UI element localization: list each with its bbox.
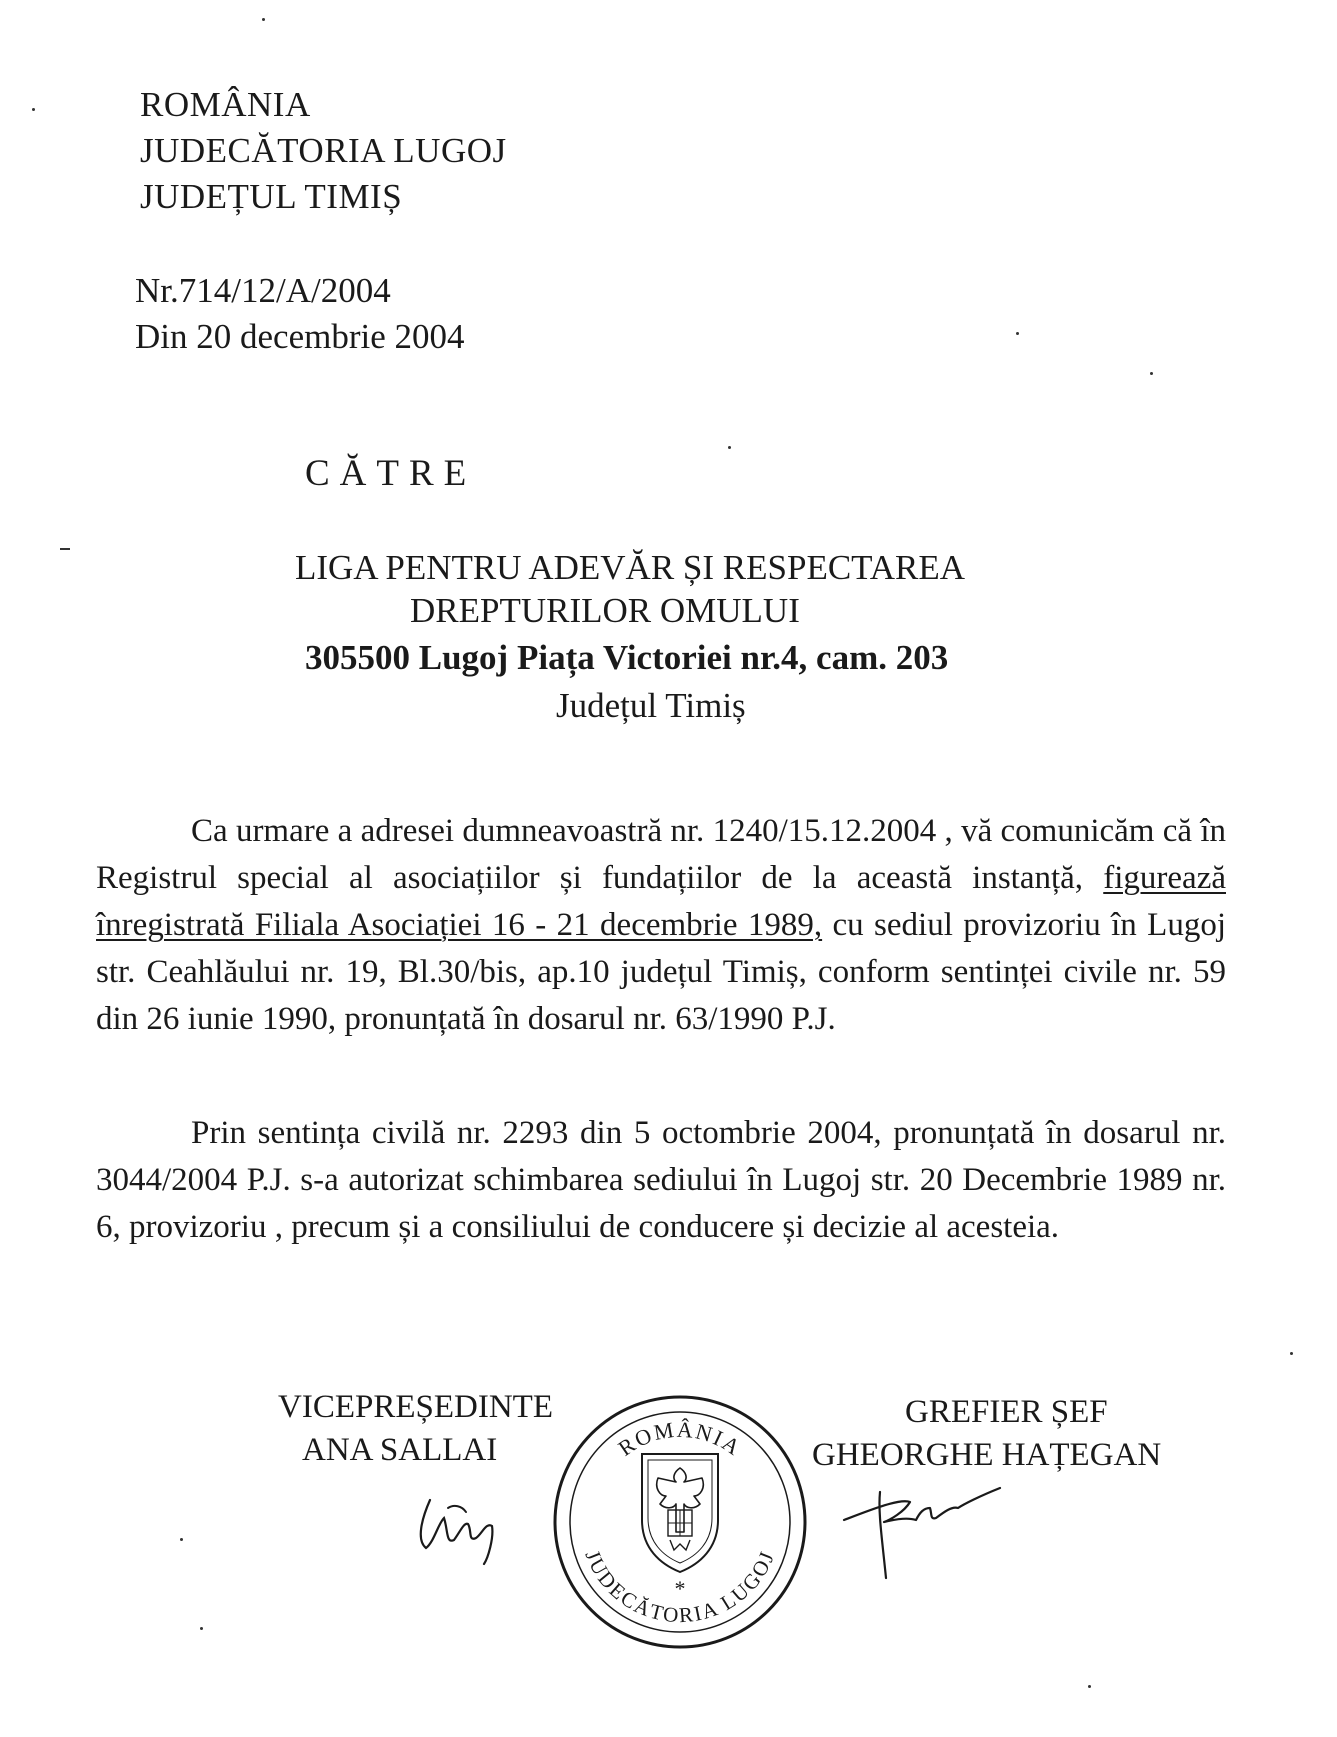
scan-speck (262, 18, 265, 21)
right-handwritten-signature (840, 1478, 1010, 1588)
body-paragraph-2 (96, 1110, 1226, 1251)
scan-speck (1150, 372, 1153, 375)
to-label: CĂTRE (305, 453, 477, 494)
header-court: JUDECĂTORIA LUGOJ (140, 131, 507, 170)
addressee-org-line1: LIGA PENTRU ADEVĂR ȘI RESPECTAREA (295, 548, 966, 587)
addressee-county: Județul Timiș (556, 686, 746, 725)
addressee-address: 305500 Lugoj Piața Victoriei nr.4, cam. 203 (305, 638, 949, 677)
scan-speck (1016, 332, 1019, 335)
right-signature-name: GHEORGHE HAȚEGAN (812, 1437, 1162, 1473)
scan-speck (728, 446, 731, 449)
scan-speck (60, 548, 70, 550)
stamp-star: * (674, 1576, 686, 1601)
header-county: JUDEȚUL TIMIȘ (140, 177, 403, 216)
body-paragraph-1 (96, 808, 1226, 1043)
scan-speck (1088, 1685, 1091, 1688)
p1-text-start: Ca urmare a adresei dumneavoastră nr. 1240/15.12.2004 , vă comunicăm că în Registrul special al asociațiilor și fundațiilor de la această instanță, (96, 813, 1226, 896)
reference-date: Din 20 decembrie 2004 (135, 317, 465, 356)
p1-underlined-text: figurează înregistrată Filiala Asociației 16 - 21 decembrie 1989, (96, 860, 1226, 943)
left-signature-title: VICEPREȘEDINTE (278, 1389, 553, 1425)
p1-text-end: cu sediul provizoriu în Lugoj str. Ceahlăului nr. 19, Bl.30/bis, ap.10 județul Timiș, conform sentinței civile nr. 59 din 26 iunie 1990, pronunțată în dosarul nr. 63/1990 P.J. (96, 907, 1226, 1037)
reference-block (135, 268, 465, 360)
court-stamp (550, 1392, 810, 1652)
coat-of-arms-icon (642, 1454, 718, 1572)
reference-number: Nr.714/12/A/2004 (135, 271, 391, 310)
scan-speck (180, 1538, 183, 1541)
left-handwritten-signature (408, 1478, 518, 1568)
scan-speck (1290, 1352, 1293, 1355)
addressee-org-line2: DREPTURILOR OMULUI (410, 591, 800, 630)
p2-text: Prin sentința civilă nr. 2293 din 5 octombrie 2004, pronunțată în dosarul nr. 3044/2004 P.J. s-a autorizat schimbarea sediului în Lugoj str. 20 Decembrie 1989 nr. 6, provizoriu , precum și a consiliului de conducere și decizie al acesteia. (96, 1115, 1226, 1245)
stamp-bottom-text: JUDECĂTORIA LUGOJ (580, 1546, 780, 1628)
scan-speck (32, 108, 35, 111)
stamp-top-text: ROMÂNIA (613, 1416, 747, 1461)
header-block (140, 82, 507, 220)
header-country: ROMÂNIA (140, 85, 311, 124)
left-signature-name: ANA SALLAI (302, 1432, 498, 1468)
scan-speck (200, 1627, 203, 1630)
right-signature-title: GREFIER ȘEF (905, 1394, 1108, 1430)
